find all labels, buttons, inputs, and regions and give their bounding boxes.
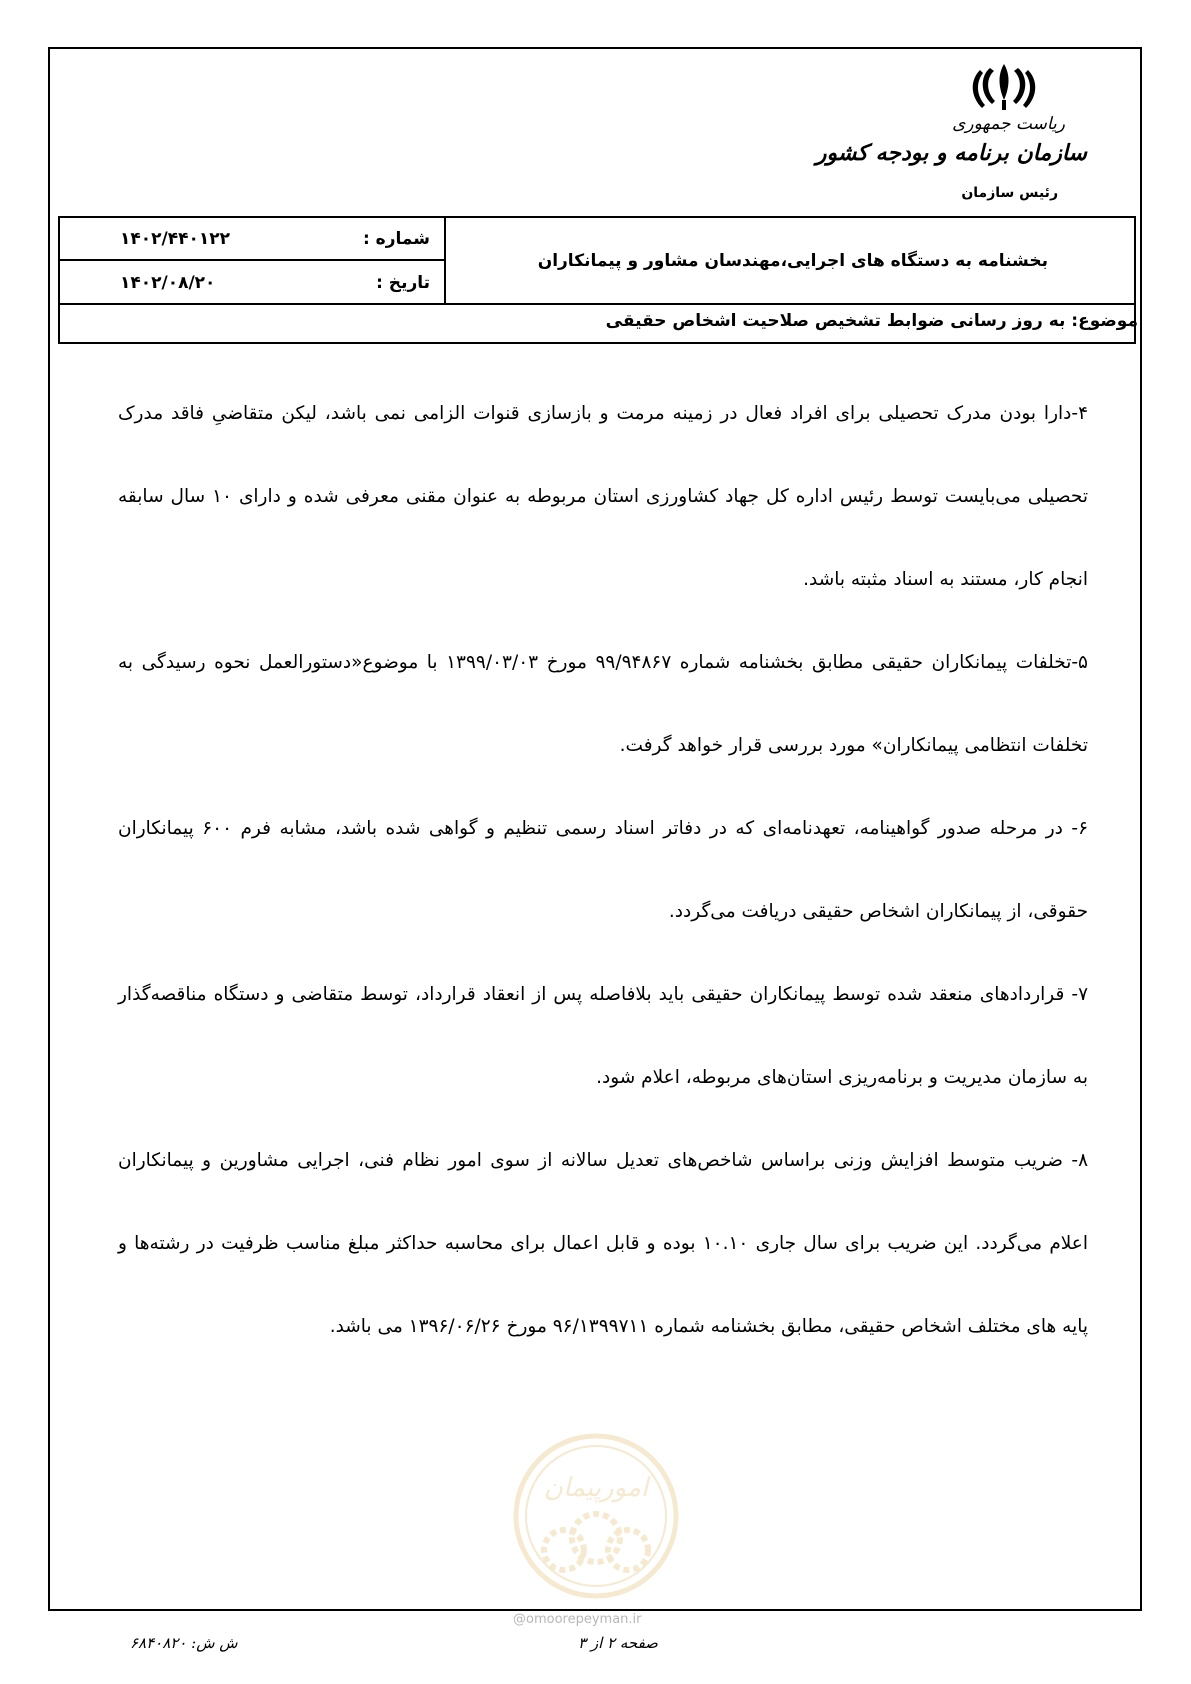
letter-meta-cell <box>60 218 444 303</box>
letter-body <box>118 372 1088 1368</box>
subject-row <box>60 305 1138 342</box>
footer-page-number: صفحه ۲ از ۳ <box>578 1634 658 1652</box>
number-row <box>60 218 444 261</box>
letter-title-cell <box>444 218 1134 303</box>
watermark-logo <box>512 1432 680 1600</box>
letter-header-top-row <box>60 218 1134 305</box>
paragraph-6: ۶- در مرحله صدور گواهینامه، تعهدنامه‌ای که در دفاتر اسناد رسمی تنظیم و گواهی شده باشد، مشابه فرم ۶۰۰ پیمانکاران حقوقی، از پیمانکاران اشخاص حقیقی دریافت می‌گردد. <box>118 818 1088 922</box>
paragraph-7: ۷- قراردادهای منعقد شده توسط پیمانکاران حقیقی باید بلافاصله پس از انعقاد قرارداد، توسط متقاضی و دستگاه مناقصه‌گذار به سازمان مدیریت و برنامه‌ریزی استان‌های مربوطه، اعلام شود. <box>118 984 1088 1088</box>
footer-reference: ش ش: ۶۸۴۰۸۲۰ <box>130 1634 238 1652</box>
date-label: تاریخ : <box>376 272 430 293</box>
number-label: شماره : <box>362 228 430 249</box>
letter-title: بخشنامه به دستگاه های اجرایی،مهندسان مشاور و پیمانکاران <box>537 250 1048 271</box>
watermark-url: @omoorepeyman.ir <box>513 1612 642 1627</box>
org-name: سازمان برنامه و بودجه کشور <box>815 140 1087 166</box>
letter-header-table <box>58 216 1136 344</box>
iran-emblem-icon <box>968 60 1040 112</box>
number-value: ۱۴۰۲/۴۴۰۱۲۲ <box>120 228 230 249</box>
letter-subject: موضوع: به روز رسانی ضوابط تشخیص صلاحیت اشخاص حقیقی <box>605 311 1138 331</box>
paragraph-8: ۸- ضریب متوسط افزایش وزنی براساس شاخص‌های تعدیل سالانه از سوی امور نظام فنی، اجرایی مشاورین و پیمانکاران اعلام می‌گردد. این ضریب برای سال جاری ۱۰.۱۰ بوده و قابل اعمال برای محاسبه حداکثر مبلغ مناسب ظرفیت در رشته‌ها و پایه های مختلف اشخاص حقیقی، مطابق بخشنامه شماره ۹۶/۱۳۹۹۷۱۱ مورخ ۱۳۹۶/۰۶/۲۶ می باشد. <box>118 1150 1088 1337</box>
date-value: ۱۴۰۲/۰۸/۲۰ <box>120 272 216 293</box>
org-head: رئیس سازمان <box>961 185 1058 201</box>
letterhead <box>815 60 1105 210</box>
date-row <box>60 261 444 304</box>
paragraph-5: ۵-تخلفات پیمانکاران حقیقی مطابق بخشنامه شماره ۹۹/۹۴۸۶۷ مورخ ۱۳۹۹/۰۳/۰۳ با موضوع«دستورالعمل نحوه رسیدگی به تخلفات انتظامی پیمانکاران» مورد بررسی قرار خواهد گرفت. <box>118 652 1088 756</box>
watermark-logo-text: امورپیمان <box>543 1473 649 1503</box>
org-presidency: ریاست جمهوری <box>952 114 1065 134</box>
paragraph-4: ۴-دارا بودن مدرک تحصیلی برای افراد فعال در زمینه مرمت و بازسازی قنوات الزامی نمی باشد، لیکن متقاضیِ فاقد مدرک تحصیلی می‌بایست توسط رئیس اداره کل جهاد کشاورزی استان مربوطه به عنوان مقنی معرفی شده و دارای ۱۰ سال سابقه انجام کار، مستند به اسناد مثبته باشد. <box>118 403 1088 590</box>
